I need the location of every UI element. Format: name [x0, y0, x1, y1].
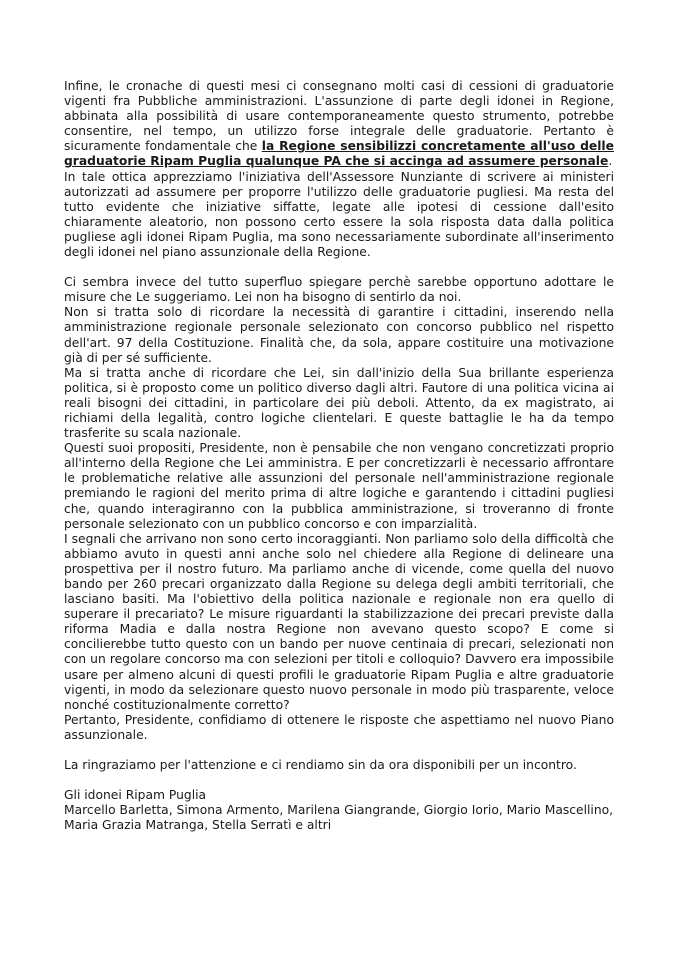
paragraph-ringraziamento: La ringraziamo per l'attenzione e ci rendiamo sin da ora disponibili per un incontro. [64, 758, 577, 773]
paragraph-assessore: In tale ottica apprezziamo l'iniziativa dell'Assessore Nunziante di scrivere ai ministeri autorizzati ad assumere per proporre l'utilizzo delle graduatorie pugliesi. Ma resta del tutto evidente che iniziative siffatte, legate alle ipotesi di cessione dall'esito chiaramente aleatorio, non possono certo essere la sola risposta data dalla politica pugliese agli idonei Ripam Puglia, ma sono necessariamente subordinate all'inserimento degli idonei nel piano assunzionale della Regione. [64, 169, 614, 260]
emphasized-request: la Regione sensibilizzi concretamente all'uso delle graduatorie Ripam Puglia qualunque PA che si accinga ad assumere personale [64, 139, 614, 169]
paragraph-costituzione: Non si tratta solo di ricordare la necessità di garantire i cittadini, inserendo nella amministrazione regionale personale selezionato con concorso pubblico nel rispetto dell'art. 97 della Costituzione. Finalità che, da sola, appare costituire una motivazione già di per sé sufficiente. [64, 305, 614, 365]
signature-names: Marcello Barletta, Simona Armento, Marilena Giangrande, Giorgio Iorio, Mario Mascellino, Maria Grazia Matranga, Stella Serratì e altri [64, 803, 614, 833]
paragraph-esperienza-politica: Ma si tratta anche di ricordare che Lei, sin dall'inizio della Sua brillante esperienza politica, si è proposto come un politico diverso dagli altri. Fautore di una politica vicina ai reali bisogni dei cittadini, in particolare dei più deboli. Attento, da ex magistrato, ai richiami della legalità, contro logiche clientelari. E queste battaglie le ha da tempo trasferite su scala nazionale. [64, 365, 614, 441]
paragraph-propositi: Questi suoi propositi, Presidente, non è pensabile che non vengano concretizzati proprio all'interno della Regione che Lei amministra. E per concretizzarli è necessario affrontare le problematiche relative alle assunzioni del personale nell'amministrazione regionale premiando le ragioni del merito prima di altre logiche e garantendo i cittadini pugliesi che, quando interagiranno con la pubblica amministrazione, si troveranno di fronte personale selezionato con un pubblico concorso e con imparzialità. [64, 441, 614, 531]
signature-group: Gli idonei Ripam Puglia [64, 788, 207, 803]
paragraph-segnali: I segnali che arrivano non sono certo incoraggianti. Non parliamo solo della difficoltà che abbiamo avuto in questi anni anche solo nel chiedere alla Regione di delineare una prospettiva per il nostro futuro. Ma parliamo anche di vicende, come quella del nuovo bando per 260 precari organizzato dalla Regione su delega degli ambiti territoriali, che lasciano basiti. Ma l'obiettivo della politica nazionale e regionale non era quello di superare il precariato? Le misure riguardanti la stabilizzazione dei precari previste dalla riforma Madia e dalla nostra Regione non avevano questo scopo? E come si concilierebbe tutto questo con un bando per nuove centinaia di precari, selezionati non con un regolare concorso ma con selezioni per titoli e colloquio? Davvero era impossibile usare per almeno alcuni di questi profili le graduatorie Ripam Puglia e altre graduatorie vigenti, in modo da selezionare questo nuovo personale in modo più trasparente, veloce nonché costituzionalmente corretto? [64, 531, 614, 712]
paragraph-graduatorie: Infine, le cronache di questi mesi ci consegnano molti casi di cessioni di graduatorie vigenti fra Pubbliche amministrazioni. L'assunzione di parte degli idonei in Regione, abbinata alla possibilità di usare contemporaneamente questo strumento, potrebbe consentire, nel tempo, un utilizzo forse integrale delle graduatorie. Pertanto è sicuramente fondamentale che la Regione sensibilizzi concretamente all'uso delle graduatorie Ripam Puglia qualunque PA che si accinga ad assumere personale. [64, 79, 614, 169]
paragraph-piano-assunzionale: Pertanto, Presidente, confidiamo di ottenere le risposte che aspettiamo nel nuovo Piano assunzionale. [64, 712, 614, 742]
paragraph-superfluo: Ci sembra invece del tutto superfluo spiegare perchè sarebbe opportuno adottare le misure che Le suggeriamo. Lei non ha bisogno di sentirlo da noi. [64, 275, 614, 305]
